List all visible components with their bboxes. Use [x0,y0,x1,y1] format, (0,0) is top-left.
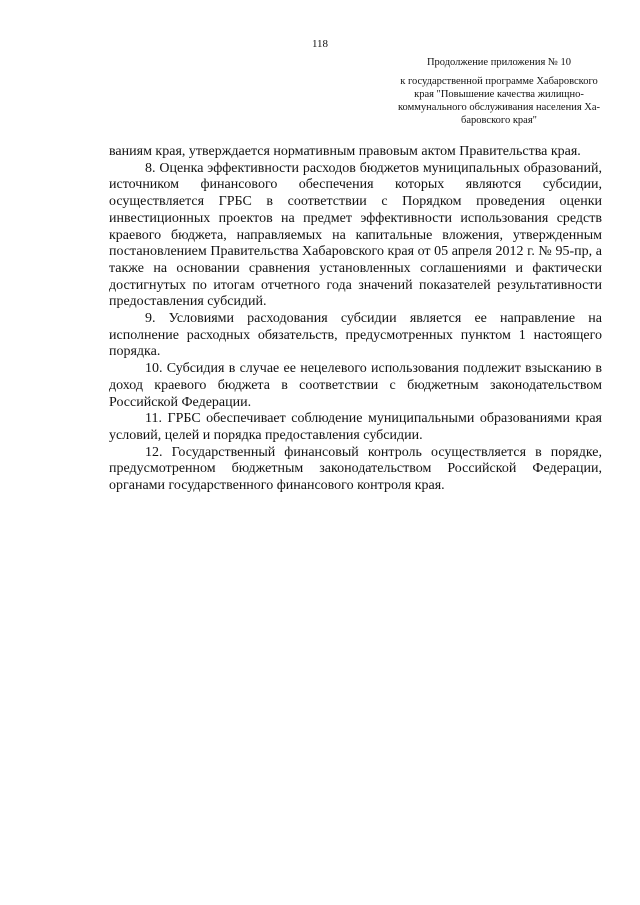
appendix-continuation: Продолжение приложения № 10 [426,57,572,68]
document-body [109,144,602,495]
paragraph-item-10: 10. Субсидия в случае ее нецелевого использования подлежит взысканию в доход краевого бюджета в соответствии с бюджетным законодательством Российской Федерации. [109,361,602,410]
appendix-line: баровского края" [461,115,537,126]
paragraph-item-9: 9. Условиями расходования субсидии является ее направление на исполнение расходных обязательств, предусмотренных пунктом 1 настоящего порядка. [109,311,602,360]
paragraph-item-12: 12. Государственный финансовый контроль осуществляется в порядке, предусмотренном бюджетным законодательством Российской Федерации, органами государственного финансового контроля края. [109,444,602,494]
appendix-line: к государственной программе Хабаровского [400,76,598,87]
paragraph-item-11: 11. ГРБС обеспечивает соблюдение муниципальными образованиями края условий, целей и порядка предоставления субсидии. [109,411,602,443]
appendix-line: края "Повышение качества жилищно- [414,89,584,100]
appendix-line: коммунального обслуживания населения Ха- [397,102,601,113]
paragraph-item-8: 8. Оценка эффективности расходов бюджетов муниципальных образований, источником финансового обеспечения которых являются субсидии, осуществляется ГРБС в соответствии с Порядком проведения оценки инвестиционных проектов на предмет эффективности использования средств краевого бюджета, направляемых на капитальные вложения, утвержденным постановлением Правительства Хабаровского края от 05 апреля 2012 г. № 95-пр, а также на основании сравнения установленных соглашениями и фактически достигнутых по итогам отчетного года значений показателей результативности предоставления субсидий. [109,160,602,310]
paragraph-continuation: ваниям края, утверждается нормативным правовым актом Правительства края. [109,144,581,159]
page-number: 118 [311,38,329,50]
appendix-header [388,56,610,127]
